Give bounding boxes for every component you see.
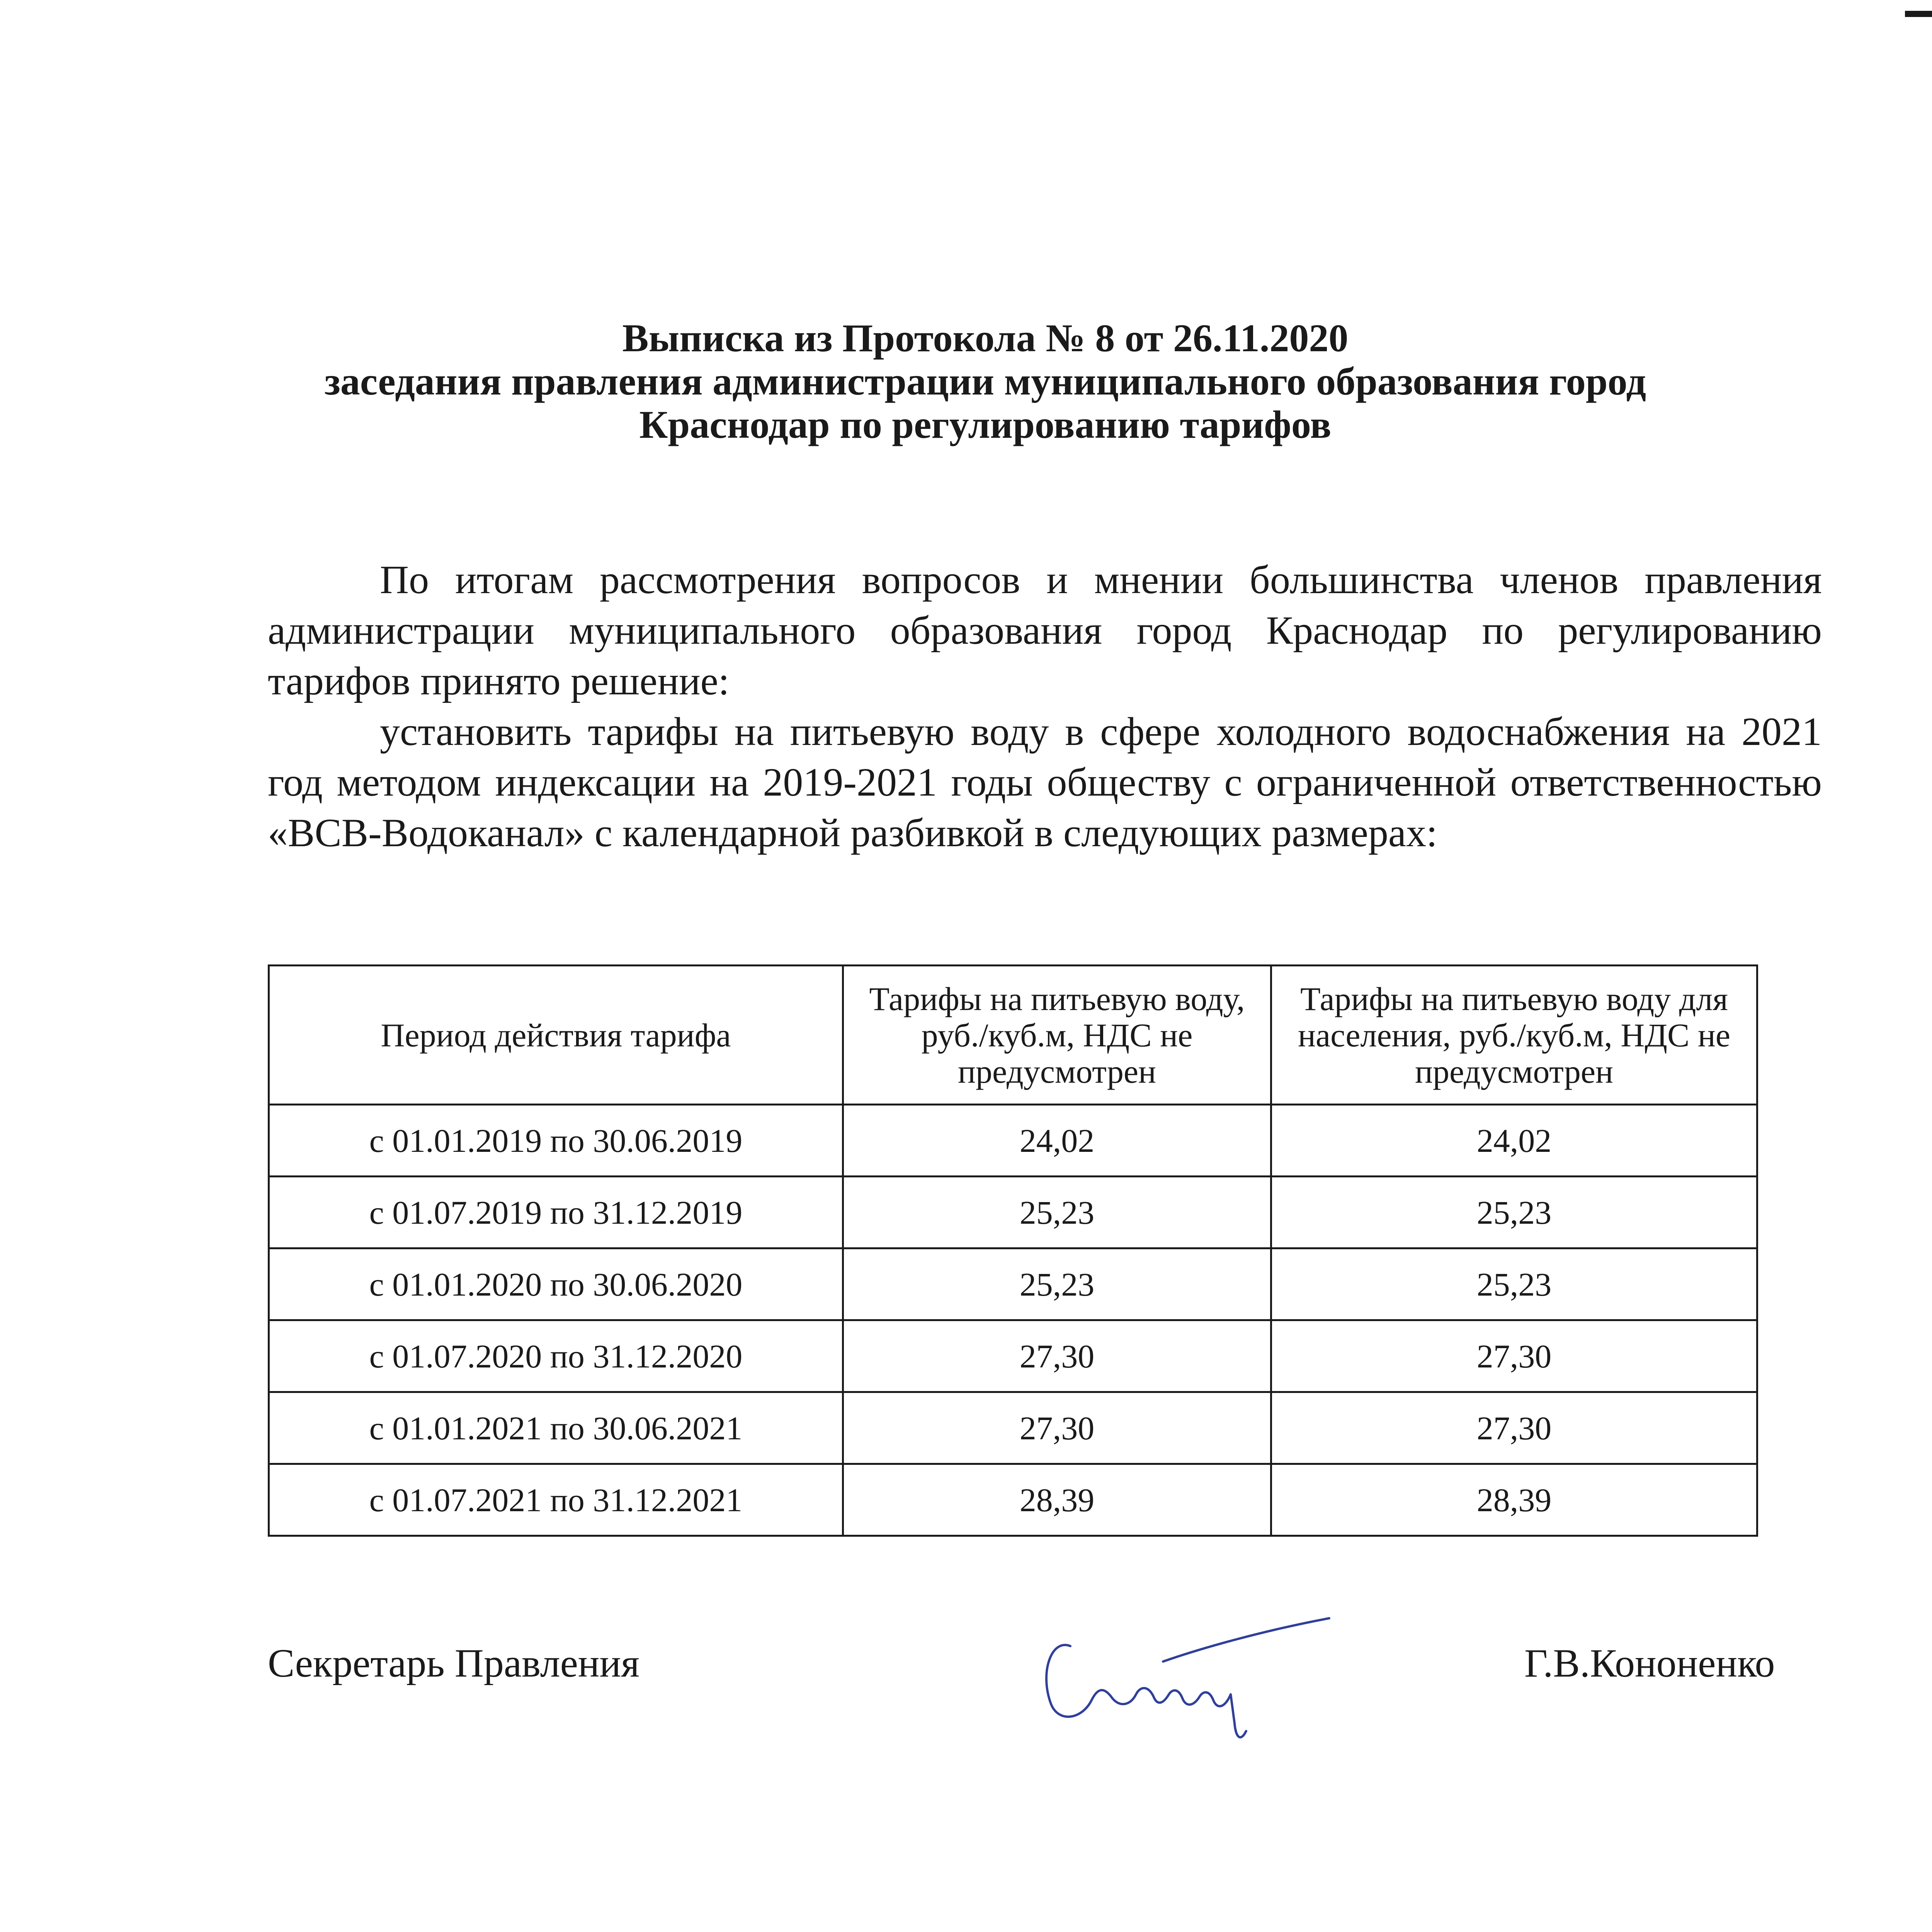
cell-tariff-population: 28,39 [1271, 1464, 1757, 1536]
paragraph-decision-intro: По итогам рассмотрения вопросов и мнении большинства членов правления администрации муниципального образования город Краснодар по регулированию тарифов принято решение: [268, 558, 1822, 703]
scan-edge-mark [1905, 11, 1932, 17]
tariff-table [268, 964, 1758, 1537]
signature-flourish [1163, 1618, 1329, 1662]
header-tariff-water: Тарифы на питьевую воду, руб./куб.м, НДС не предусмотрен [843, 966, 1271, 1105]
cell-period: с 01.01.2019 по 30.06.2019 [269, 1105, 843, 1177]
decision-text [268, 554, 1822, 858]
signatory-name: Г.В.Кононенко [1524, 1641, 1775, 1685]
table-row [269, 1320, 1757, 1392]
paragraph-decision-body: установить тарифы на питьевую воду в сфере холодного водоснабжения на 2021 год методом индексации на 2019-2021 годы обществу с ограниченной ответственностью «ВСВ-Водоканал» с календарной разбивкой в следующих размерах: [268, 709, 1822, 855]
cell-tariff-water: 27,30 [843, 1392, 1271, 1464]
table-row [269, 1248, 1757, 1320]
title-line-3: Краснодар по регулированию тарифов [639, 403, 1332, 447]
table-row [269, 1105, 1757, 1177]
table-row [269, 1392, 1757, 1464]
cell-tariff-population: 25,23 [1271, 1177, 1757, 1248]
cell-tariff-water: 25,23 [843, 1248, 1271, 1320]
document-title [232, 317, 1739, 447]
handwritten-signature [1024, 1604, 1352, 1750]
cell-tariff-water: 28,39 [843, 1464, 1271, 1536]
title-line-1: Выписка из Протокола № 8 от 26.11.2020 [622, 316, 1349, 360]
cell-tariff-water: 27,30 [843, 1320, 1271, 1392]
header-period: Период действия тарифа [269, 966, 843, 1105]
cell-tariff-population: 25,23 [1271, 1248, 1757, 1320]
table-header-row [269, 966, 1757, 1105]
table-row [269, 1464, 1757, 1536]
cell-tariff-water: 24,02 [843, 1105, 1271, 1177]
cell-period: с 01.01.2020 по 30.06.2020 [269, 1248, 843, 1320]
cell-tariff-population: 24,02 [1271, 1105, 1757, 1177]
cell-period: с 01.07.2019 по 31.12.2019 [269, 1177, 843, 1248]
cell-period: с 01.01.2021 по 30.06.2021 [269, 1392, 843, 1464]
cell-period: с 01.07.2021 по 31.12.2021 [269, 1464, 843, 1536]
table-row [269, 1177, 1757, 1248]
cell-tariff-water: 25,23 [843, 1177, 1271, 1248]
cell-tariff-population: 27,30 [1271, 1320, 1757, 1392]
header-tariff-population: Тарифы на питьевую воду для населения, руб./куб.м, НДС не предусмотрен [1271, 966, 1757, 1105]
title-line-2: заседания правления администрации муниципального образования город [324, 360, 1646, 403]
signature-stroke [1046, 1645, 1246, 1737]
signatory-role: Секретарь Правления [268, 1641, 639, 1685]
cell-period: с 01.07.2020 по 31.12.2020 [269, 1320, 843, 1392]
cell-tariff-population: 27,30 [1271, 1392, 1757, 1464]
